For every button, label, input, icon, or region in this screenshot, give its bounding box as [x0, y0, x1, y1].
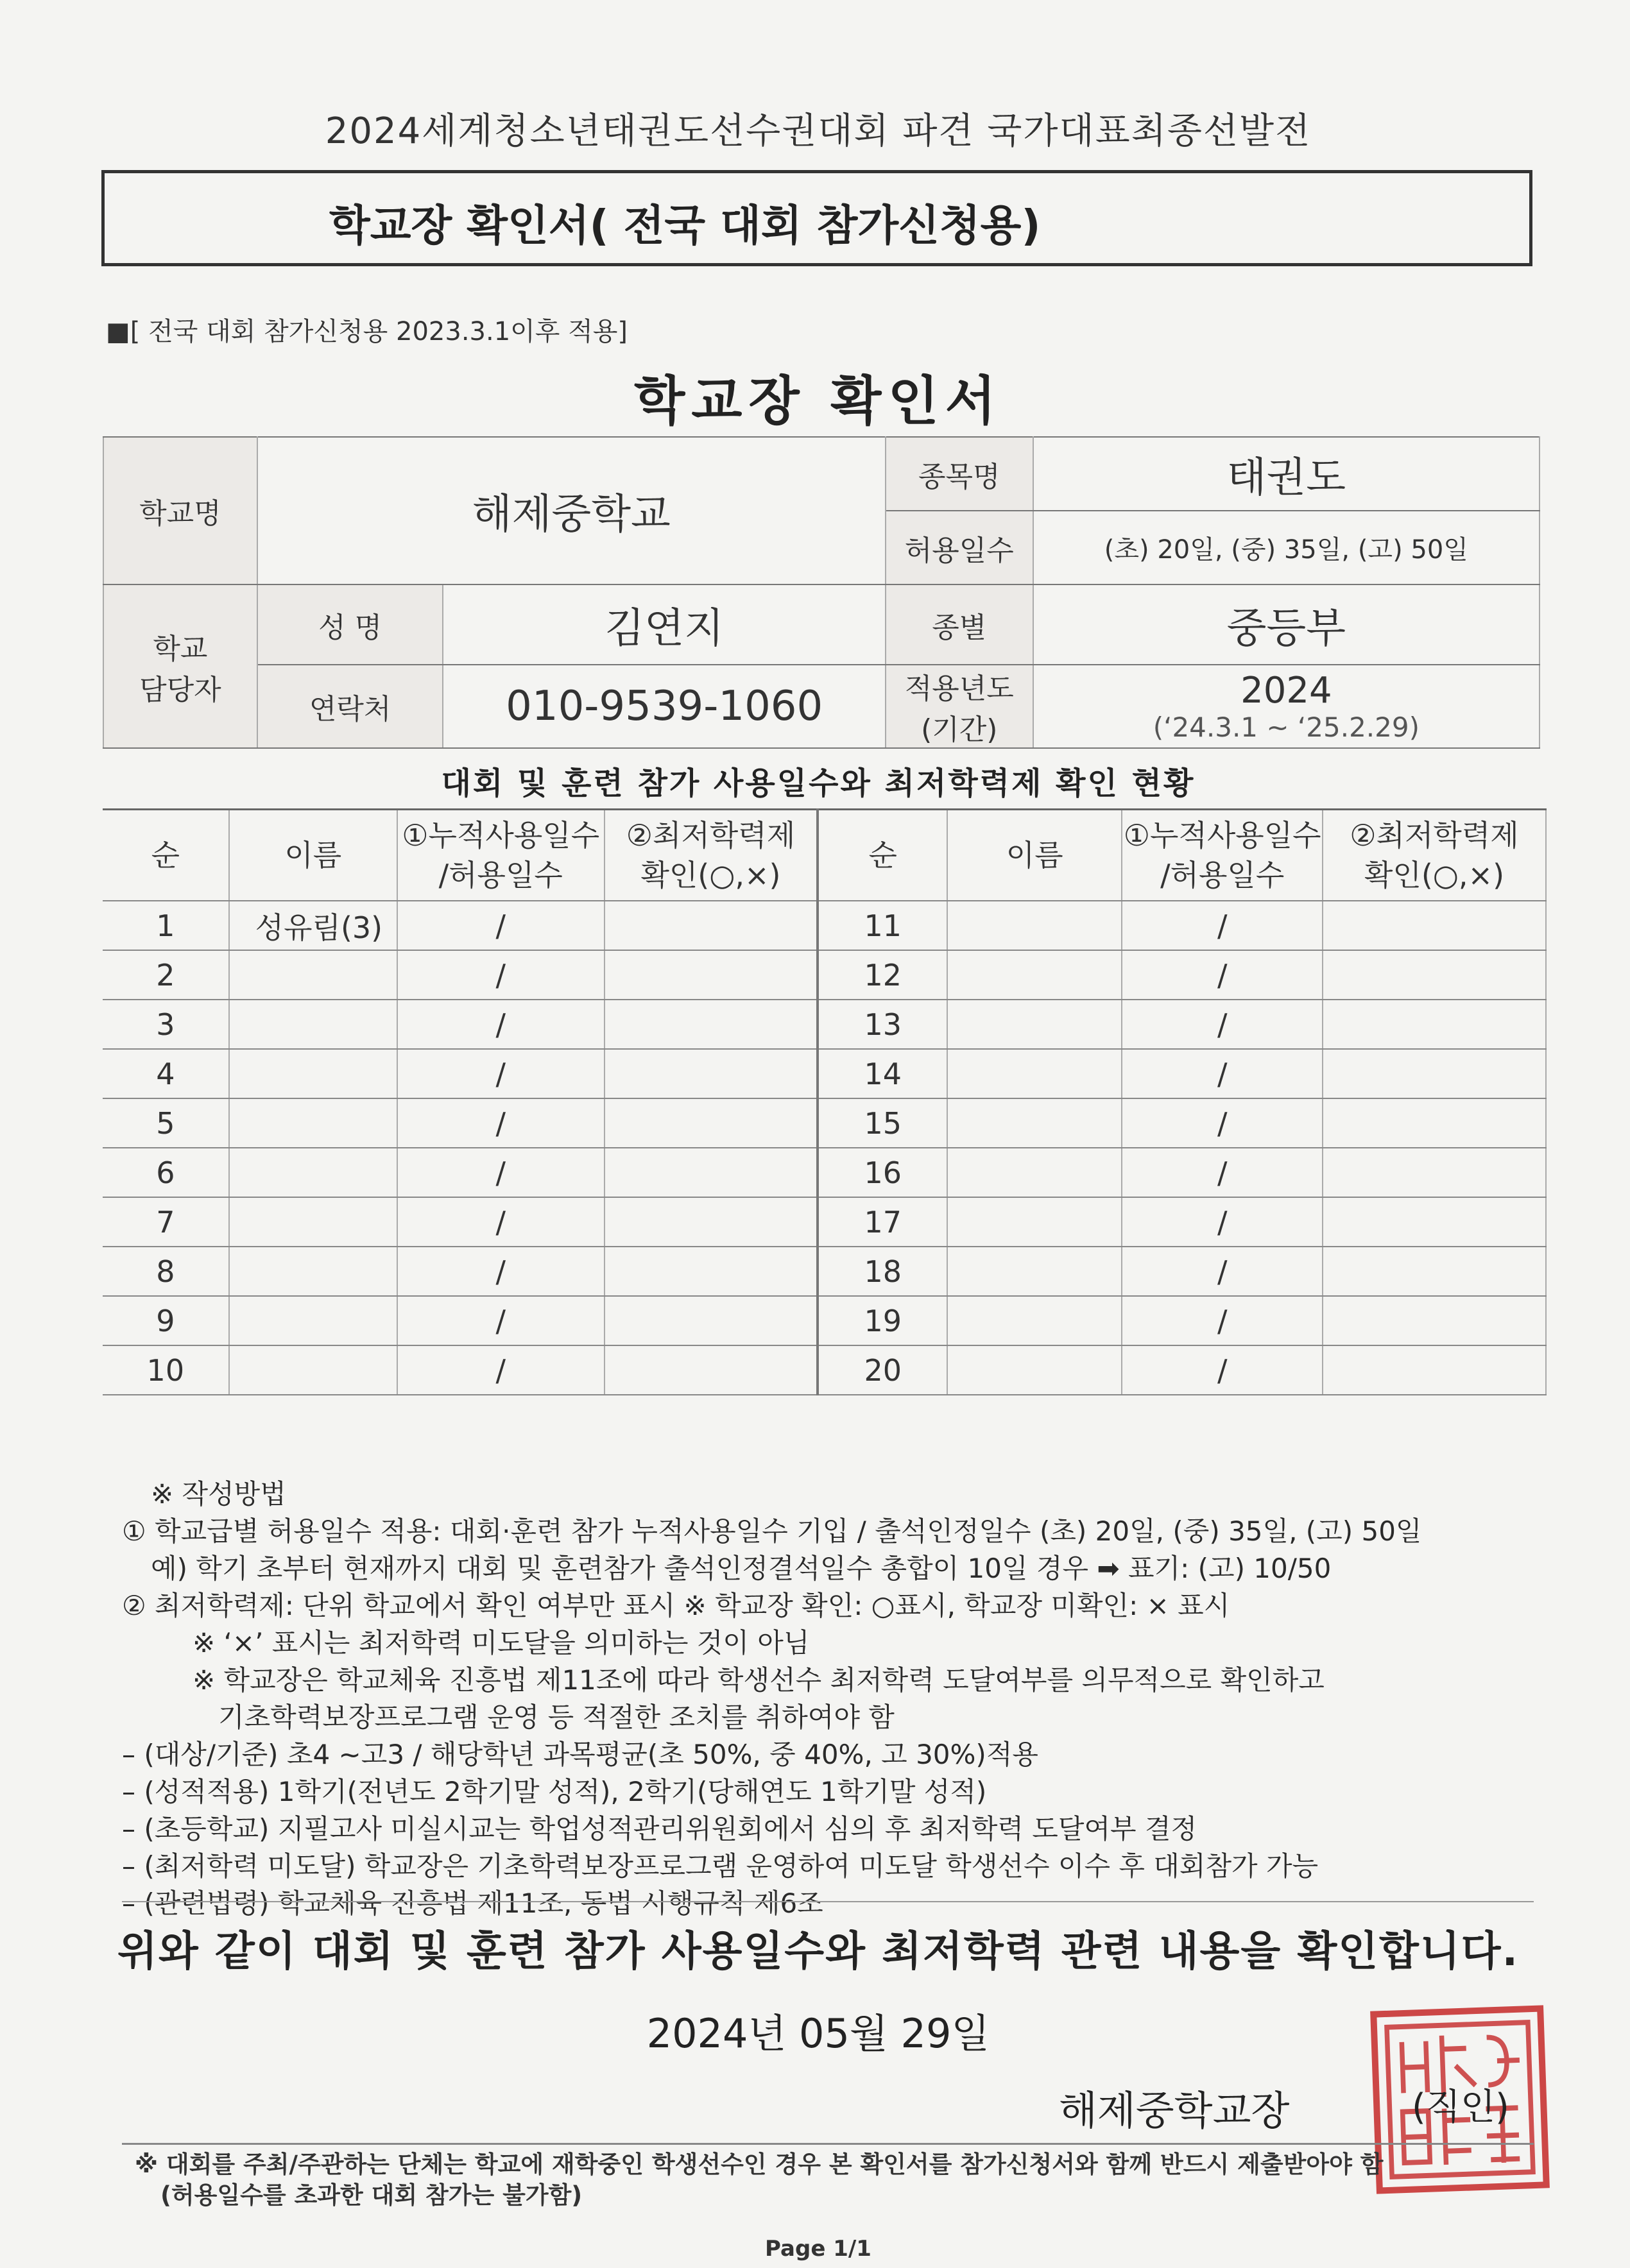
footer-line-2: (허용일수를 초과한 대회 참가는 불가함) — [160, 2181, 583, 2209]
row-no-2: 18 — [818, 1247, 947, 1296]
row-days-2: / — [1122, 1098, 1323, 1148]
table-row — [103, 1197, 1546, 1247]
detail-3: – (초등학교) 지필고사 미실시교는 학업성적관리위원회에서 심의 후 최저학력 도달여부 결정 — [122, 1813, 1197, 1845]
row-no: 8 — [103, 1247, 229, 1296]
detail-5: – (관련법령) 학교체육 진흥법 제11조, 동법 시행규칙 제6조 — [122, 1888, 823, 1919]
competition-title: 2024세계청소년태권도선수권대회 파견 국가대표최종선발전 — [325, 110, 1312, 152]
year-cell — [1033, 665, 1540, 748]
row-check-2 — [1323, 1098, 1546, 1148]
table-row — [103, 950, 1546, 1000]
table-row — [103, 1296, 1546, 1345]
col-check-1: ②최저학력제 — [626, 817, 796, 853]
page-number: Page 1/1 — [765, 2236, 871, 2262]
detail-2: – (성적적용) 1학기(전년도 2학기말 성적), 2학기(당해연도 1학기말 성적) — [122, 1776, 987, 1807]
col-name-2: 이름 — [947, 810, 1122, 901]
main-heading: 학교장 확인서 — [634, 371, 1002, 432]
row-days: / — [397, 1197, 605, 1247]
col-check-2: 확인(○,×) — [640, 858, 781, 892]
row-name — [229, 1148, 397, 1197]
document-page — [96, 90, 1540, 2262]
row-name-2 — [947, 1296, 1122, 1345]
year-label — [886, 665, 1033, 748]
contact-group-label-2: 담당자 — [139, 673, 221, 706]
row-name-2 — [947, 950, 1122, 1000]
row-name-2 — [947, 1098, 1122, 1148]
school-label: 학교명 — [103, 437, 257, 584]
row-no-2: 13 — [818, 1000, 947, 1049]
row-check — [605, 1345, 818, 1395]
col-days-b-1: ①누적사용일수 — [1123, 817, 1321, 853]
form-note: ■[ 전국 대회 참가신청용 2023.3.1이후 적용] — [106, 317, 628, 346]
allowed-days-label: 허용일수 — [886, 511, 1033, 584]
table-row — [103, 1000, 1546, 1049]
row-name-2 — [947, 1148, 1122, 1197]
table-row — [103, 901, 1546, 950]
row-days-2: / — [1122, 950, 1323, 1000]
period-value: (‘24.3.1 ~ ‘25.2.29) — [1153, 712, 1420, 743]
info-table — [103, 436, 1540, 749]
row-check-2 — [1323, 1197, 1546, 1247]
row-no-2: 12 — [818, 950, 947, 1000]
writing-guide — [122, 1476, 1534, 1922]
row-days: / — [397, 1247, 605, 1296]
row-no-2: 20 — [818, 1345, 947, 1395]
row-days-2: / — [1122, 1197, 1323, 1247]
allowed-days-value: (초) 20일, (중) 35일, (고) 50일 — [1033, 511, 1540, 584]
year-value: 2024 — [1240, 670, 1332, 712]
contact-group-label — [103, 584, 257, 748]
footer-note — [135, 2149, 1383, 2211]
col-check-b-2: 확인(○,×) — [1364, 858, 1505, 892]
row-name-2 — [947, 1345, 1122, 1395]
school-value: 해제중학교 — [257, 437, 886, 584]
row-days-2: / — [1122, 1148, 1323, 1197]
row-days: / — [397, 1296, 605, 1345]
row-no: 1 — [103, 901, 229, 950]
row-no-2: 11 — [818, 901, 947, 950]
row-no: 9 — [103, 1296, 229, 1345]
row-no: 7 — [103, 1197, 229, 1247]
phone-label: 연락처 — [257, 665, 443, 748]
row-days-2: / — [1122, 1345, 1323, 1395]
note-4-cont: 기초학력보장프로그램 운영 등 적절한 조치를 취하여야 함 — [218, 1701, 895, 1733]
row-no: 5 — [103, 1098, 229, 1148]
footer-divider — [122, 2143, 1534, 2145]
col-name: 이름 — [229, 810, 397, 901]
form-title-box — [101, 170, 1532, 266]
contact-group-label-1: 학교 — [153, 632, 208, 665]
row-no-2: 19 — [818, 1296, 947, 1345]
table-row — [103, 1247, 1546, 1296]
row-name — [229, 1247, 397, 1296]
row-days-2: / — [1122, 1247, 1323, 1296]
note-1-example: 예) 학기 초부터 현재까지 대회 및 훈련참가 출석인정결석일수 총합이 10일 경우 ➡ 표기: (고) 10/50 — [151, 1553, 1332, 1584]
row-check — [605, 1247, 818, 1296]
row-name-2 — [947, 1000, 1122, 1049]
row-check — [605, 1049, 818, 1098]
name-value: 김연지 — [443, 584, 885, 665]
col-no-2: 순 — [818, 810, 947, 901]
row-check-2 — [1323, 1000, 1546, 1049]
roster-subheading: 대회 및 훈련 참가 사용일수와 최저학력제 확인 현황 — [441, 765, 1196, 801]
row-check-2 — [1323, 1247, 1546, 1296]
form-title: 학교장 확인서( 전국 대회 참가신청용) — [329, 201, 1041, 250]
row-days: / — [397, 901, 605, 950]
issue-date: 2024년 05월 29일 — [646, 2010, 990, 2057]
row-check-2 — [1323, 901, 1546, 950]
event-value: 태권도 — [1033, 437, 1540, 511]
row-check-2 — [1323, 1345, 1546, 1395]
col-days — [397, 810, 605, 901]
row-name-2 — [947, 901, 1122, 950]
category-label: 종별 — [886, 584, 1033, 665]
row-check-2 — [1323, 1296, 1546, 1345]
row-name — [229, 1000, 397, 1049]
row-name — [229, 1345, 397, 1395]
col-days-b-2: /허용일수 — [1160, 858, 1285, 892]
detail-1: – (대상/기준) 초4 ~고3 / 해당학년 과목평균(초 50%, 중 40%, 고 30%)적용 — [122, 1739, 1038, 1770]
confirmation-statement: 위와 같이 대회 및 훈련 참가 사용일수와 최저학력 관련 내용을 확인합니다. — [117, 1928, 1519, 1975]
row-name-2 — [947, 1247, 1122, 1296]
detail-4: – (최저학력 미도달) 학교장은 기초학력보장프로그램 운영하여 미도달 학생선수 이수 후 대회참가 가능 — [122, 1850, 1319, 1882]
row-check-2 — [1323, 1148, 1546, 1197]
row-no: 3 — [103, 1000, 229, 1049]
row-check — [605, 1197, 818, 1247]
footer-line-1: ※ 대회를 주최/주관하는 단체는 학교에 재학중인 학생선수인 경우 본 확인서를 참가신청서와 함께 반드시 제출받아야 함 — [135, 2151, 1384, 2178]
year-label-2: (기간) — [921, 713, 998, 746]
note-3: ※ ‘×’ 표시는 최저학력 미도달을 의미하는 것이 아님 — [193, 1627, 810, 1658]
row-name — [229, 1197, 397, 1247]
row-days: / — [397, 1049, 605, 1098]
table-row — [103, 1345, 1546, 1395]
note-1: ① 학교급별 허용일수 적용: 대회·훈련 참가 누적사용일수 기입 / 출석인정일수 (초) 20일, (중) 35일, (고) 50일 — [122, 1515, 1422, 1547]
note-2: ② 최저학력제: 단위 학교에서 확인 여부만 표시 ※ 학교장 확인: ○표시, 학교장 미확인: × 표시 — [122, 1590, 1230, 1621]
row-check — [605, 1000, 818, 1049]
row-name — [229, 1098, 397, 1148]
divider — [122, 1901, 1534, 1902]
row-days-2: / — [1122, 1296, 1323, 1345]
row-no: 4 — [103, 1049, 229, 1098]
row-name-2 — [947, 1049, 1122, 1098]
row-days: / — [397, 1000, 605, 1049]
roster-table — [103, 808, 1547, 1395]
seal-label: (직인) — [1412, 2086, 1509, 2128]
row-days-2: / — [1122, 1049, 1323, 1098]
row-no-2: 17 — [818, 1197, 947, 1247]
row-name: 성유림(3) — [229, 901, 397, 950]
row-name — [229, 1049, 397, 1098]
year-label-1: 적용년도 — [904, 672, 1014, 705]
row-days: / — [397, 950, 605, 1000]
row-check — [605, 1098, 818, 1148]
table-row — [103, 1148, 1546, 1197]
row-no-2: 14 — [818, 1049, 947, 1098]
table-row — [103, 1049, 1546, 1098]
row-check — [605, 901, 818, 950]
name-label: 성 명 — [257, 584, 443, 665]
row-check — [605, 1296, 818, 1345]
row-no-2: 16 — [818, 1148, 947, 1197]
row-no: 2 — [103, 950, 229, 1000]
row-days: / — [397, 1098, 605, 1148]
event-label: 종목명 — [886, 437, 1033, 511]
row-days-2: / — [1122, 1000, 1323, 1049]
row-days: / — [397, 1345, 605, 1395]
row-check — [605, 950, 818, 1000]
table-row — [103, 1098, 1546, 1148]
principal-signature: 해제중학교장 — [1059, 2087, 1290, 2134]
col-check-b-1: ②최저학력제 — [1350, 817, 1519, 853]
row-name — [229, 950, 397, 1000]
row-days: / — [397, 1148, 605, 1197]
col-check — [605, 810, 818, 901]
row-name — [229, 1296, 397, 1345]
col-no: 순 — [103, 810, 229, 901]
row-check-2 — [1323, 1049, 1546, 1098]
col-days-b — [1122, 810, 1323, 901]
row-days-2: / — [1122, 901, 1323, 950]
note-4: ※ 학교장은 학교체육 진흥법 제11조에 따라 학생선수 최저학력 도달여부를 의무적으로 확인하고 — [193, 1664, 1325, 1696]
row-check — [605, 1148, 818, 1197]
col-days-1: ①누적사용일수 — [402, 817, 600, 853]
col-check-b — [1323, 810, 1546, 901]
phone-value: 010-9539-1060 — [443, 665, 885, 748]
category-value: 중등부 — [1033, 584, 1540, 665]
col-days-2: /허용일수 — [438, 858, 563, 892]
row-check-2 — [1323, 950, 1546, 1000]
row-name-2 — [947, 1197, 1122, 1247]
row-no: 10 — [103, 1345, 229, 1395]
notes-title: ※ 작성방법 — [151, 1478, 286, 1510]
row-no-2: 15 — [818, 1098, 947, 1148]
row-no: 6 — [103, 1148, 229, 1197]
